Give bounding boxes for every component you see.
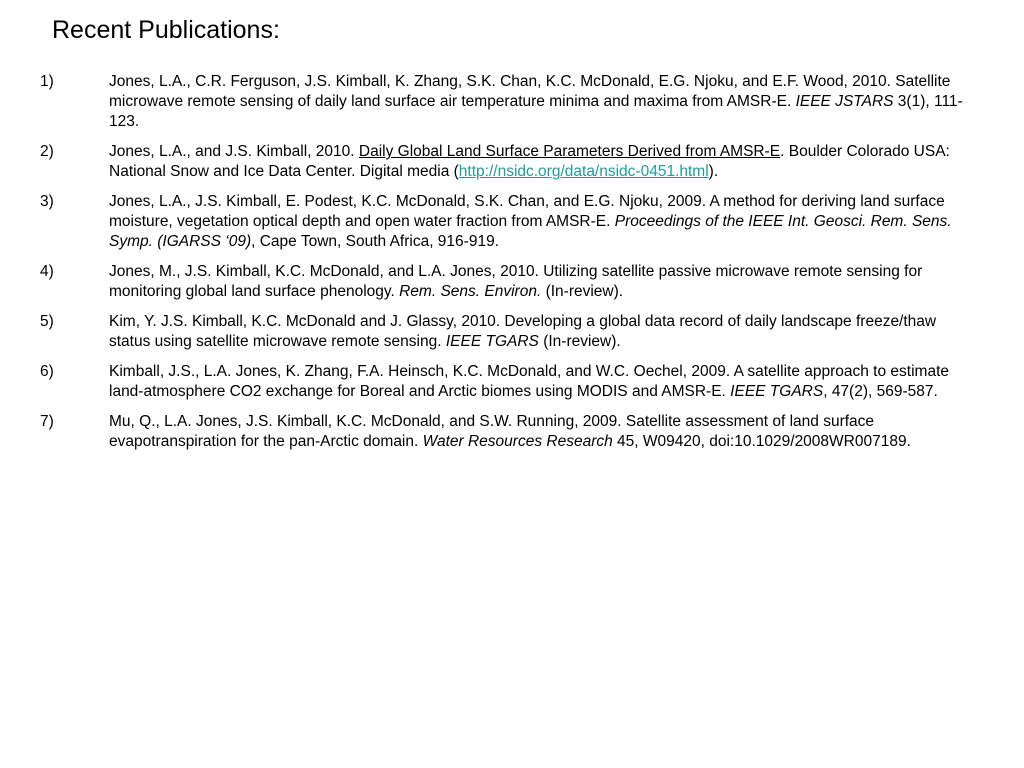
citation-details: ).	[708, 163, 719, 180]
publication-number: 6)	[40, 363, 54, 380]
publication-number: 7)	[40, 413, 54, 430]
publication-number: 4)	[40, 263, 54, 280]
publication-citation	[109, 412, 980, 452]
dataset-link[interactable]: http://nsidc.org/data/nsidc-0451.html	[458, 163, 709, 180]
citation-details: 45, W09420, doi:10.1029/2008WR007189.	[612, 433, 911, 450]
citation-text: Kimball, J.S., L.A. Jones, K. Zhang, F.A. Heinsch, K.C. McDonald, and W.C. Oechel, 2009. A satellite approach to estimate land-atmosphere CO2 exchange for Boreal and Arctic biomes using MODIS and AMSR-E.	[109, 363, 949, 400]
citation-details: 3(1), 111-123.	[109, 93, 963, 130]
publication-number: 5)	[40, 313, 54, 330]
publication-number: 1)	[40, 73, 54, 90]
publication-number: 3)	[40, 193, 54, 210]
citation-details: , 47(2), 569-587.	[823, 383, 938, 400]
publication-item-1	[40, 72, 980, 132]
page-title: Recent Publications:	[52, 16, 280, 44]
publication-list	[40, 72, 980, 462]
citation-text: Jones, L.A., and J.S. Kimball, 2010.	[109, 143, 359, 160]
journal-name: IEEE JSTARS	[795, 93, 894, 110]
publication-number: 2)	[40, 143, 54, 160]
citation-text: . Boulder Colorado USA: National Snow and Ice Data Center. Digital media (	[109, 143, 950, 180]
citation-details: , Cape Town, South Africa, 916-919.	[251, 233, 499, 250]
publication-item-5	[40, 312, 980, 352]
publication-citation	[109, 192, 980, 252]
publication-item-3	[40, 192, 980, 252]
publication-citation	[109, 312, 980, 352]
citation-text: Kim, Y. J.S. Kimball, K.C. McDonald and J. Glassy, 2010. Developing a global data record of daily landscape freeze/thaw status using satellite microwave remote sensing.	[109, 313, 937, 350]
journal-name: IEEE TGARS	[730, 383, 824, 400]
journal-name: Proceedings of the IEEE Int. Geosci. Rem. Sens. Symp. (IGARSS ‘09)	[109, 213, 952, 250]
publication-citation	[109, 362, 980, 402]
citation-text: Mu, Q., L.A. Jones, J.S. Kimball, K.C. McDonald, and S.W. Running, 2009. Satellite assessment of land surface evapotranspiration for the pan-Arctic domain.	[109, 413, 875, 450]
journal-name: Water Resources Research	[422, 433, 613, 450]
publication-item-4	[40, 262, 980, 302]
dataset-title: Daily Global Land Surface Parameters Derived from AMSR-E	[358, 143, 781, 160]
publication-citation	[109, 142, 980, 182]
publication-citation	[109, 262, 980, 302]
publication-citation	[109, 72, 980, 132]
journal-name: Rem. Sens. Environ.	[399, 283, 542, 300]
citation-text: Jones, L.A., C.R. Ferguson, J.S. Kimball, K. Zhang, S.K. Chan, K.C. McDonald, E.G. Njoku, and E.F. Wood, 2010. Satellite microwave remote sensing of daily land surface air temperature minima and maxima from AMSR-E.	[109, 73, 951, 110]
publication-item-7	[40, 412, 980, 452]
citation-text: Jones, M., J.S. Kimball, K.C. McDonald, and L.A. Jones, 2010. Utilizing satellite passive microwave remote sensing for monitoring global land surface phenology.	[109, 263, 923, 300]
citation-text: Jones, L.A., J.S. Kimball, E. Podest, K.C. McDonald, S.K. Chan, and E.G. Njoku, 2009. A method for deriving land surface moisture, vegetation optical depth and open water fraction from AMSR-E.	[109, 193, 945, 230]
citation-details: (In-review).	[538, 333, 621, 350]
publication-item-6	[40, 362, 980, 402]
journal-name: IEEE TGARS	[445, 333, 539, 350]
citation-details: (In-review).	[541, 283, 624, 300]
publication-item-2	[40, 142, 980, 182]
